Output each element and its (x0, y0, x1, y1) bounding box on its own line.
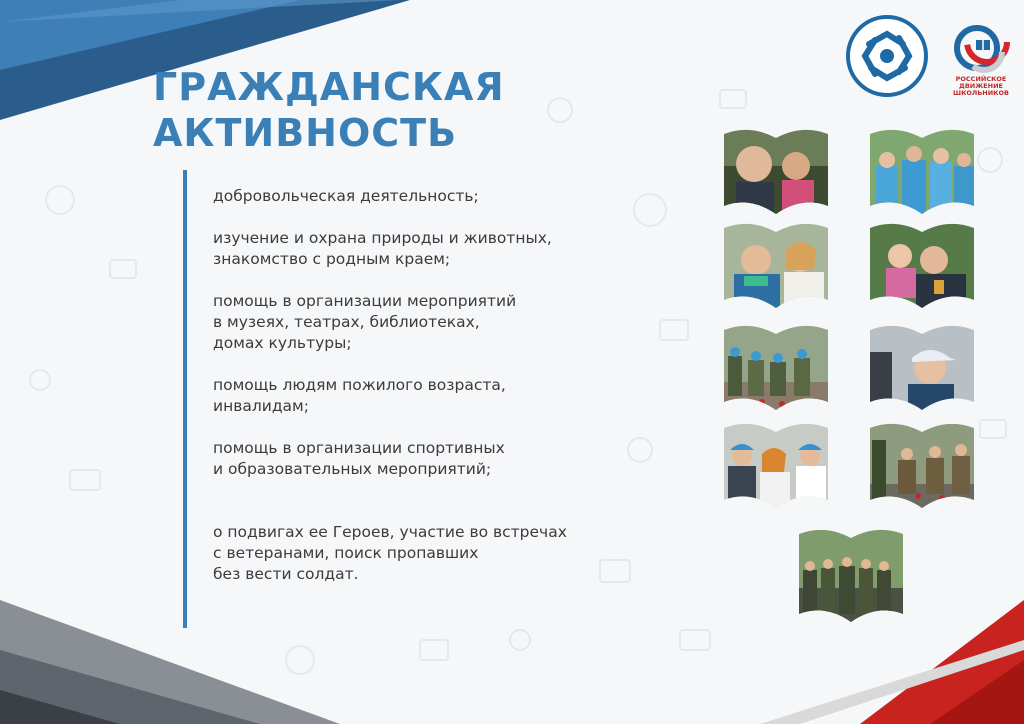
photo-veteran-with-child (868, 220, 976, 312)
accent-line (183, 170, 187, 628)
page-title (153, 64, 573, 156)
title-line-2: АКТИВНОСТЬ (153, 111, 458, 155)
rdsh-line-2: ДВИЖЕНИЕ ШКОЛЬНИКОВ (953, 82, 1009, 97)
title-line-1: ГРАЖДАНСКАЯ (153, 65, 505, 109)
rdsh-logo-text (940, 76, 1022, 97)
list-item-line: знакомство с родным краем; (213, 250, 451, 268)
photo-volunteers-in-caps (722, 420, 830, 512)
list-item-line: с ветеранами, поиск пропавших (213, 544, 479, 562)
list-item (213, 438, 633, 480)
list-item (213, 186, 633, 207)
photo-girls-outdoors (722, 220, 830, 312)
list-item-line: инвалидам; (213, 397, 309, 415)
list-item-line: домах культуры; (213, 334, 352, 352)
list-item (213, 228, 633, 270)
list-item-line: помощь в организации мероприятий (213, 292, 517, 310)
list-item-line: помощь в организации спортивных (213, 439, 505, 457)
list-item (213, 291, 633, 354)
photo-soldiers-laying-flowers (868, 420, 976, 512)
photo-boy-in-cap (868, 322, 976, 414)
list-item-line: в музеях, театрах, библиотеках, (213, 313, 480, 331)
list-item-line: без вести солдат. (213, 565, 359, 583)
photo-elderly-man-and-child (722, 126, 830, 218)
list-item-line: помощь людям пожилого возраста, (213, 376, 506, 394)
hands-circle-logo (845, 14, 929, 98)
list-item-line: о подвигах ее Героев, участие во встречах (213, 523, 567, 541)
list-item (213, 522, 633, 585)
photo-volunteers-in-blue (868, 126, 976, 218)
rdsh-line-1: РОССИЙСКОЕ (955, 75, 1007, 83)
list-item-line: добровольческая деятельность; (213, 187, 479, 205)
list-item-line: и образовательных мероприятий; (213, 460, 492, 478)
photo-cadets-at-memorial (722, 322, 830, 414)
photo-veterans-parade (797, 526, 905, 626)
list-item-line: изучение и охрана природы и животных, (213, 229, 552, 247)
activity-list (213, 186, 633, 585)
list-item (213, 375, 633, 417)
